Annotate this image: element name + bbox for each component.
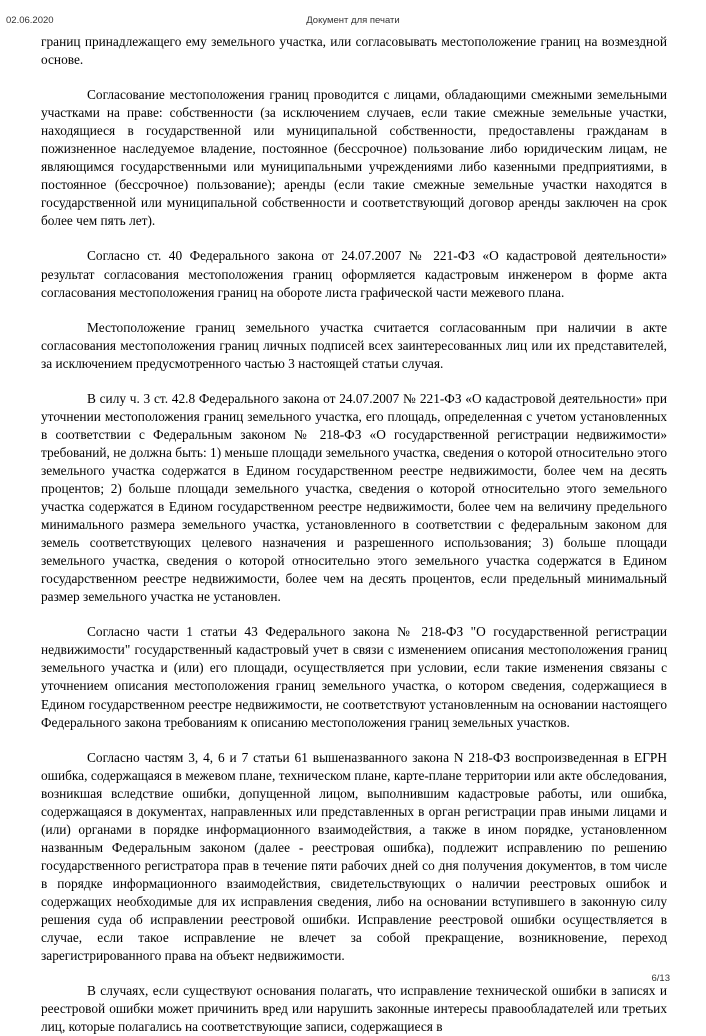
paragraph: В силу ч. 3 ст. 42.8 Федерального закона от 24.07.2007 № 221-ФЗ «О кадастровой деятельности» при уточнении местоположения границ земельного участка, его площадь, определенная с учетом установленных в соответствии с Федеральным законом № 218-ФЗ «О государственной регистрации недвижимости» требований, не должна быть: 1) меньше площади земельного участка, сведения о которой относительно этого земельного участка содержатся в Едином государственном реестре недвижимости, более чем на десять процентов; 2) больше площади земельного участка, сведения о которой относительно этого земельного участка содержатся в Едином государственном реестре недвижимости, более чем на величину предельного минимального размера земельного участка, установленного в соответствии с федеральным законом для земель соответствующих целевого назначения и разрешенного использования; 3) больше площади земельного участка, сведения о которой относительно этого земельного участка содержатся в Едином государственном реестре недвижимости, более чем на десять процентов, если предельный минимальный размер земельного участка не установлен. (41, 390, 667, 605)
paragraph: Согласование местоположения границ проводится с лицами, обладающими смежными земельными участками на праве: собственности (за исключением случаев, если такие смежные земельные участки, находящиеся в государственной или муниципальной собственности, предоставлены гражданам в пожизненное наследуемое владение, постоянное (бессрочное) пользование либо юридическим лицам, не являющимся государственными или муниципальными учреждениями либо казенными предприятиями, в постоянное (бессрочное) пользование); аренды (если такие смежные земельные участки находятся в государственной или муниципальной собственности и соответствующий договор аренды заключен на срок более чем пять лет). (41, 87, 667, 229)
document-body (41, 33, 667, 1036)
paragraph: Местоположение границ земельного участка считается согласованным при наличии в акте согласования местоположения границ личных подписей всех заинтересованных лиц или их представителей, за исключением предусмотренного частью 3 настоящей статьи случая. (41, 319, 667, 371)
paragraph: В случаях, если существуют основания полагать, что исправление технической ошибки в записях и реестровой ошибки может причинить вред или нарушить законные интересы правообладателей или третьих лиц, которые полагались на соответствующие записи, содержащиеся в (41, 983, 667, 1035)
print-header (6, 15, 700, 29)
paragraph: Согласно части 1 статьи 43 Федерального закона № 218-ФЗ "О государственной регистрации недвижимости" государственный кадастровый учет в связи с изменением описания местоположения границ земельного участка и (или) его площади, осуществляется при условии, если такие изменения связаны с уточнением описания местоположения границ земельного участка, о котором сведения, содержащиеся в Едином государственном реестре недвижимости, не соответствуют установленным на основании настоящего Федерального закона требованиям к описанию местоположения границ земельных участков. (41, 624, 667, 730)
print-date: 02.06.2020 (6, 15, 54, 26)
paragraph-continuation: границ принадлежащего ему земельного участка, или согласовывать местоположение границ на возмездной основе. (41, 34, 667, 68)
paragraph: Согласно ст. 40 Федерального закона от 24.07.2007 № 221-ФЗ «О кадастровой деятельности» результат согласования местоположения границ оформляется кадастровым инженером в форме акта согласования местоположения границ на обороте листа графической части межевого плана. (41, 248, 667, 300)
paragraph: Согласно частям 3, 4, 6 и 7 статьи 61 вышеназванного закона N 218-ФЗ воспроизведенная в ЕГРН ошибка, содержащаяся в межевом плане, техническом плане, карте-плане территории или акте обследования, возникшая вследствие ошибки, допущенной лицом, выполнившим кадастровые работы, или ошибка, содержащаяся в документах, направленных или представленных в орган регистрации прав иными лицами и (или) органами в порядке информационного взаимодействия, а также в ином порядке, установленном названным Федеральным законом (далее - реестровая ошибка), подлежит исправлению по решению государственного регистратора прав в течение пяти рабочих дней со дня получения документов, в том числе в порядке информационного взаимодействия, свидетельствующих о наличии реестровых ошибок и содержащих необходимые для их исправления сведения, либо на основании вступившего в законную силу решения суда об исправлении реестровой ошибки. Исправление реестровой ошибки осуществляется в случае, если такое исправление не влечет за собой прекращение, возникновение, переход зарегистрированного права на объект недвижимости. (41, 749, 667, 964)
print-title: Документ для печати (306, 15, 400, 26)
page-number: 6/13 (651, 973, 670, 984)
